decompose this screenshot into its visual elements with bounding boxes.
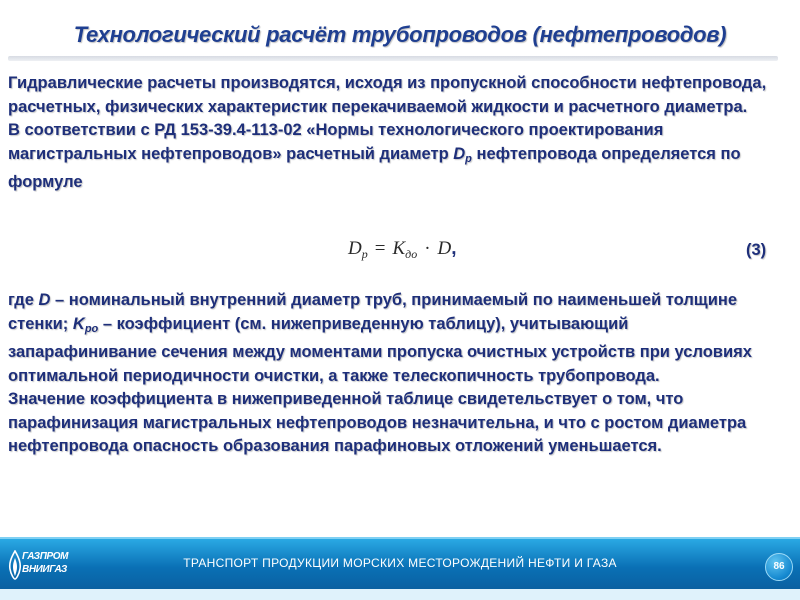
intro-paragraph-2-text-before: В соответствии с РД 153-39.4-113-02 «Нормы технологического проектирования магистральных нефтепроводов» расчетный диаметр — [8, 121, 664, 163]
footer-bottom-strip — [0, 589, 800, 600]
explanation-paragraph-1 — [8, 289, 778, 388]
footer-caption: ТРАНСПОРТ ПРОДУКЦИИ МОРСКИХ МЕСТОРОЖДЕНИЙ НЕФТИ И ГАЗА — [183, 556, 617, 570]
variable-dp-subscript: р — [465, 152, 472, 165]
variable-dp — [453, 145, 472, 163]
explanation-d-text: – номинальный внутренний диаметр труб, принимаемый по наименьшей толщине стенки; — [8, 291, 738, 333]
page-number-badge: 86 — [765, 553, 793, 581]
formula-coefficient-letter: K — [392, 238, 406, 259]
intro-paragraph-1: Гидравлические расчеты производятся, исходя из пропускной способности нефтепровода, расчетных, физических характеристик перекачиваемой жидкости и расчетного диаметра. — [8, 74, 767, 116]
variable-kro-letter: K — [72, 314, 85, 333]
title-underline — [8, 56, 778, 61]
equation-number: (3) — [746, 241, 767, 259]
formula-multiply: · — [424, 238, 431, 259]
explanation-text-block — [8, 289, 778, 459]
explanation-prefix: где — [8, 291, 39, 309]
formula-coefficient — [392, 238, 417, 259]
intro-paragraph-2-text-after: нефтепровода определяется по формуле — [8, 144, 741, 191]
intro-paragraph-2 — [8, 119, 778, 195]
formula-coefficient-subscript: до — [405, 247, 418, 261]
logo-line-2: ВНИИГАЗ — [22, 564, 67, 575]
formula — [348, 238, 457, 262]
variable-d: D — [38, 291, 51, 309]
explanation-k-text: – коэффициент (см. нижеприведенную таблицу), учитывающий запарафинивание сечения между моментами пропуска очистных устройств при условиях оптимальной периодичности очистки, а также телескопичность трубопровода. — [8, 314, 752, 385]
formula-lhs — [348, 238, 368, 259]
formula-lhs-subscript: р — [361, 247, 368, 261]
slide-title: Технологический расчёт трубопроводов (нефтепроводов) — [73, 22, 727, 47]
conclusion-paragraph: Значение коэффициента в нижеприведенной таблице свидетельствует о том, что парафинизация магистральных нефтепроводов незначительна, и что с ростом диаметра нефтепровода опасность образования парафиновых отложений уменьшается. — [8, 390, 747, 455]
variable-kro-subscript: ро — [84, 322, 99, 335]
intro-text-block — [8, 72, 778, 195]
variable-kro — [73, 315, 98, 333]
formula-equals: = — [374, 238, 386, 259]
formula-comma: , — [451, 238, 457, 259]
formula-rhs: D — [437, 238, 452, 259]
formula-lhs-letter: D — [348, 238, 362, 259]
variable-dp-letter: D — [453, 144, 466, 163]
logo-line-1: ГАЗПРОМ — [22, 551, 69, 562]
